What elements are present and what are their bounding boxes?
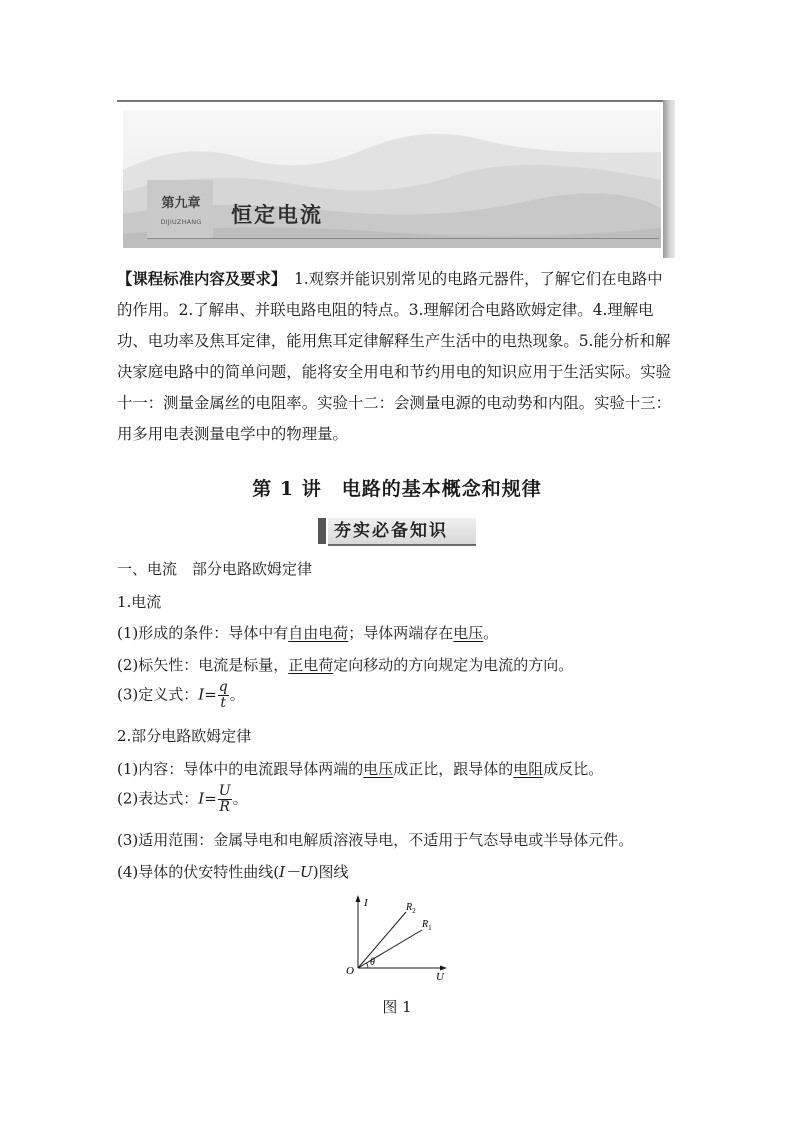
banner-side-bar [663, 100, 675, 258]
angle-arc [367, 963, 368, 968]
fraction-u-over-r: $\frac{U}{R}$ [218, 783, 231, 815]
current-condition: (1)形成的条件：导体中有自由电荷；导体两端存在电压。 [117, 624, 499, 642]
standards-paragraph [117, 264, 677, 450]
figure-caption: 图 1 [382, 998, 412, 1016]
term-resistance: 电阻 [513, 760, 544, 778]
subheading-ohm-law: 2.部分电路欧姆定律 [117, 727, 252, 745]
r2-label: $R_2$ [406, 902, 416, 915]
heading-current-ohm: 一、电流 部分电路欧姆定律 [117, 560, 313, 578]
banner-top-rule [117, 100, 665, 102]
subheading-current: 1.电流 [117, 593, 162, 611]
y-axis-label: I [364, 897, 368, 909]
ohm-scope: (3)适用范围：金属导电和电解质溶液导电，不适用于气态导电或半导体元件。 [117, 831, 634, 849]
term-positive-charge: 正电荷 [288, 656, 334, 674]
section-tag-text: 夯实必备知识 [334, 521, 448, 541]
term-voltage-2: 电压 [363, 760, 394, 778]
chapter-title: 恒定电流 [231, 203, 323, 227]
term-voltage: 电压 [453, 624, 484, 642]
angle-label: θ [370, 957, 375, 968]
chapter-number: 第九章 [161, 196, 201, 211]
fraction-q-over-t: $\frac{q}{t}$ [218, 679, 228, 711]
standards-heading: 【课程标准内容及要求】 [117, 270, 279, 288]
iu-curve-label: (4)导体的伏安特性曲线(I－U)图线 [117, 863, 349, 881]
r1-label: $R_1$ [422, 919, 432, 932]
section-tag [318, 516, 476, 546]
current-scalar: (2)标矢性：电流是标量，正电荷定向移动的方向规定为电流的方向。 [117, 656, 574, 674]
origin-label: O [346, 965, 354, 977]
line-r2 [358, 912, 406, 968]
chapter-banner [117, 100, 677, 258]
x-axis-arrow [440, 966, 447, 971]
current-definition: (3)定义式：I= $\frac{q}{t}$ 。 [117, 679, 245, 711]
ohm-content: (1)内容：导体中的电流跟导体两端的电压成正比，跟导体的电阻成反比。 [117, 760, 604, 778]
term-free-charge: 自由电荷 [288, 624, 349, 642]
y-axis-arrow [356, 895, 361, 902]
chapter-pinyin: DIJIUZHANG [160, 218, 202, 226]
x-axis-label: U [436, 971, 444, 983]
iu-characteristic-figure [340, 892, 460, 984]
line-r1 [358, 930, 422, 968]
banner-bottom-rule [147, 238, 659, 239]
ohm-expression: (2)表达式：I= $\frac{U}{R}$ 。 [117, 783, 248, 815]
lesson-title: 第 1 讲 电路的基本概念和规律 [252, 478, 542, 500]
standards-text: 1.观察并能识别常见的电路元器件，了解它们在电路中的作用。2.了解串、并联电路电阻的特点。3.理解闭合电路欧姆定律。4.理解电功、电功率及焦耳定律，能用焦耳定律解释生产生活中的电热现象。5.能分析和解决家庭电路中的简单问题，能将安全用电和节约用电的知识应用于生活实际。实验十一：测量金属丝的电阻率。实验十二：会测量电源的电动势和内阻。实验十三：用多用电表测量电学中的物理量。 [117, 270, 672, 443]
